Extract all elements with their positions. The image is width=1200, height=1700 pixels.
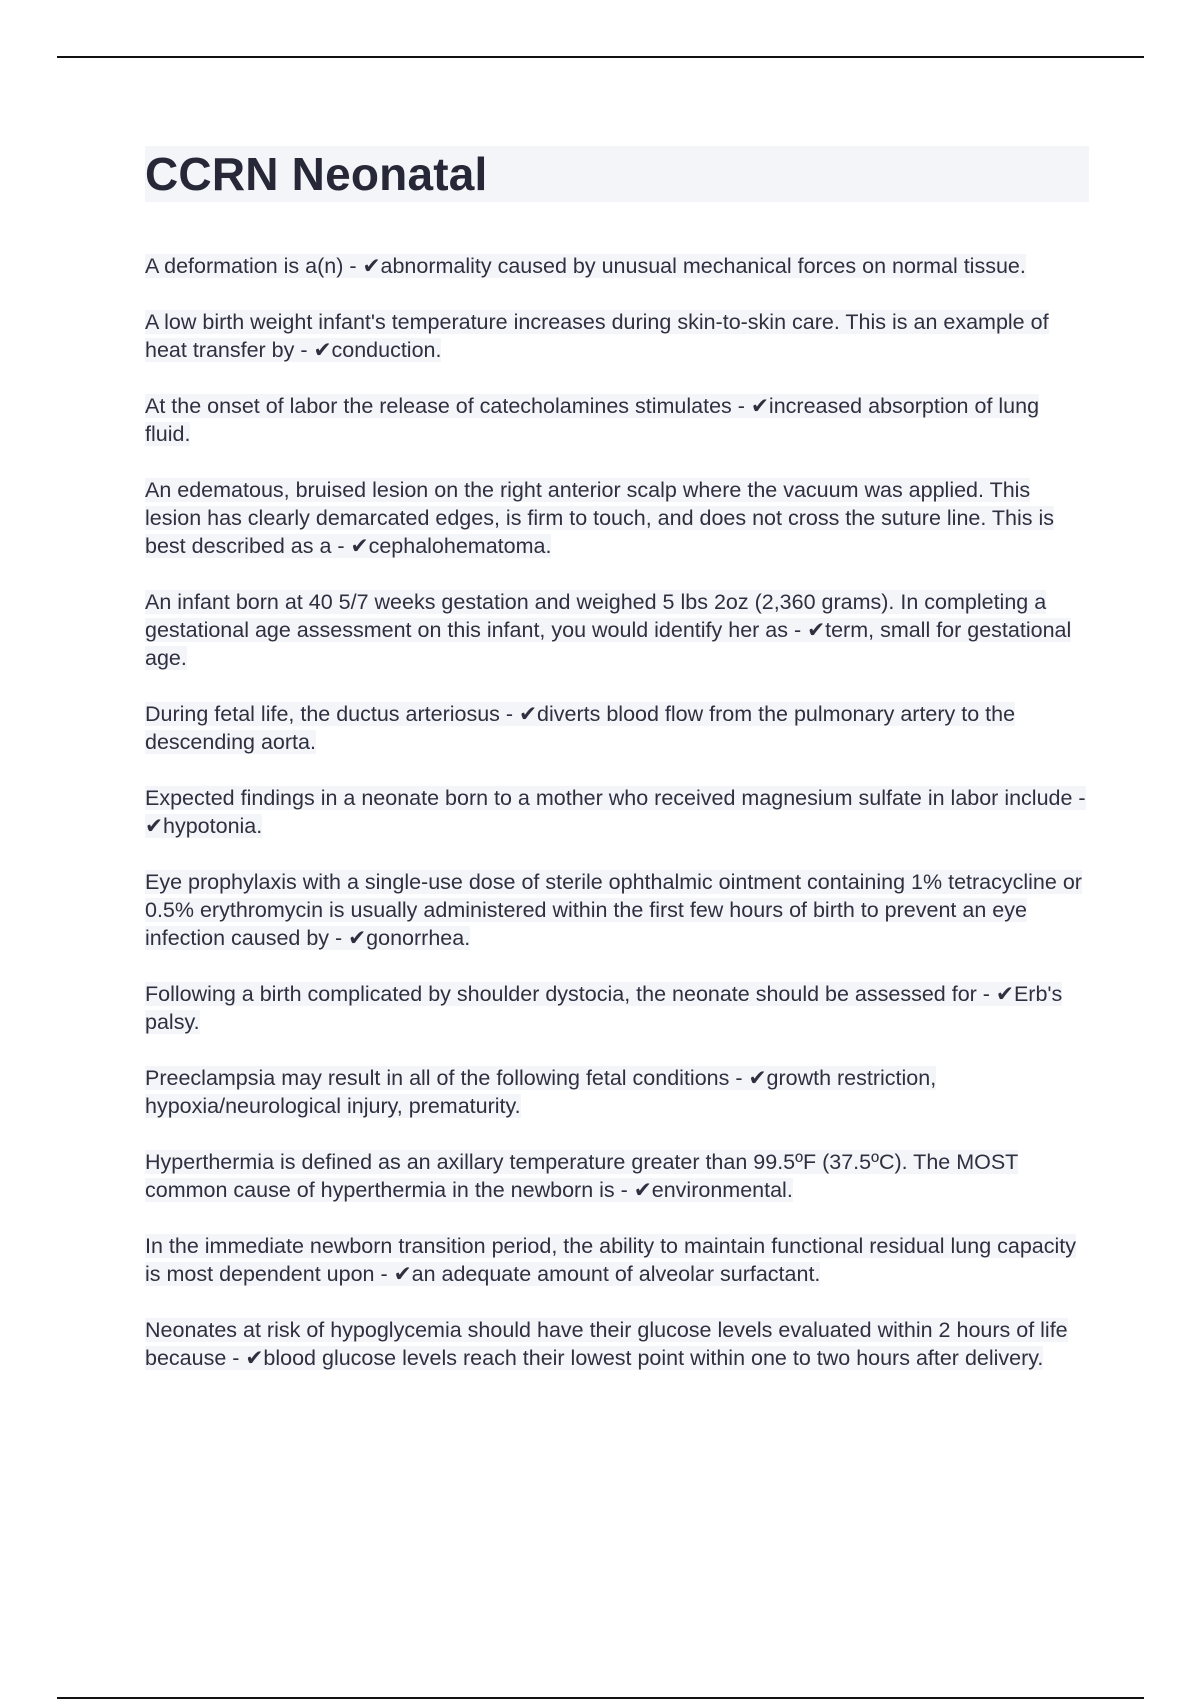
qa-text: Eye prophylaxis with a single-use dose of sterile ophthalmic ointment containing 1% tetracycline or 0.5% erythromycin is usually administered within the first few hours of birth to prevent an eye infection caused by - ✔gonorrhea.	[145, 870, 1082, 950]
qa-text: Following a birth complicated by shoulder dystocia, the neonate should be assessed for - ✔Erb's palsy.	[145, 982, 1063, 1034]
qa-item	[145, 980, 1089, 1036]
qa-text: Preeclampsia may result in all of the following fetal conditions - ✔growth restriction, hypoxia/neurological injury, prematurity.	[145, 1066, 937, 1118]
qa-item	[145, 868, 1089, 952]
qa-text: A deformation is a(n) - ✔abnormality caused by unusual mechanical forces on normal tissue.	[145, 254, 1026, 278]
title-bar	[145, 146, 1089, 202]
qa-item	[145, 1064, 1089, 1120]
qa-item	[145, 392, 1089, 448]
bottom-rule	[57, 1697, 1144, 1699]
qa-text: During fetal life, the ductus arteriosus - ✔diverts blood flow from the pulmonary artery to the descending aorta.	[145, 702, 1016, 754]
qa-item	[145, 1316, 1089, 1372]
qa-item	[145, 308, 1089, 364]
qa-item	[145, 476, 1089, 560]
qa-item	[145, 588, 1089, 672]
document-body	[145, 146, 1089, 1400]
qa-item	[145, 1148, 1089, 1204]
qa-text: Expected findings in a neonate born to a mother who received magnesium sulfate in labor include - ✔hypotonia.	[145, 786, 1086, 838]
qa-text: An infant born at 40 5/7 weeks gestation and weighed 5 lbs 2oz (2,360 grams). In completing a gestational age assessment on this infant, you would identify her as - ✔term, small for gestational age.	[145, 590, 1072, 670]
qa-item	[145, 784, 1089, 840]
qa-list	[145, 252, 1089, 1372]
top-rule	[57, 56, 1144, 58]
qa-item	[145, 1232, 1089, 1288]
qa-text: An edematous, bruised lesion on the right anterior scalp where the vacuum was applied. This lesion has clearly demarcated edges, is firm to touch, and does not cross the suture line. This is best described as a - ✔cephalohematoma.	[145, 478, 1055, 558]
page-title: CCRN Neonatal	[145, 148, 488, 200]
qa-text: Hyperthermia is defined as an axillary temperature greater than 99.5ºF (37.5ºC). The MOST common cause of hyperthermia in the newborn is - ✔environmental.	[145, 1150, 1019, 1202]
qa-text: Neonates at risk of hypoglycemia should have their glucose levels evaluated within 2 hours of life because - ✔blood glucose levels reach their lowest point within one to two hours after delivery.	[145, 1318, 1068, 1370]
qa-text: In the immediate newborn transition period, the ability to maintain functional residual lung capacity is most dependent upon - ✔an adequate amount of alveolar surfactant.	[145, 1234, 1076, 1286]
qa-item	[145, 700, 1089, 756]
qa-text: At the onset of labor the release of catecholamines stimulates - ✔increased absorption of lung fluid.	[145, 394, 1040, 446]
qa-item	[145, 252, 1089, 280]
qa-text: A low birth weight infant's temperature increases during skin-to-skin care. This is an example of heat transfer by - ✔conduction.	[145, 310, 1049, 362]
